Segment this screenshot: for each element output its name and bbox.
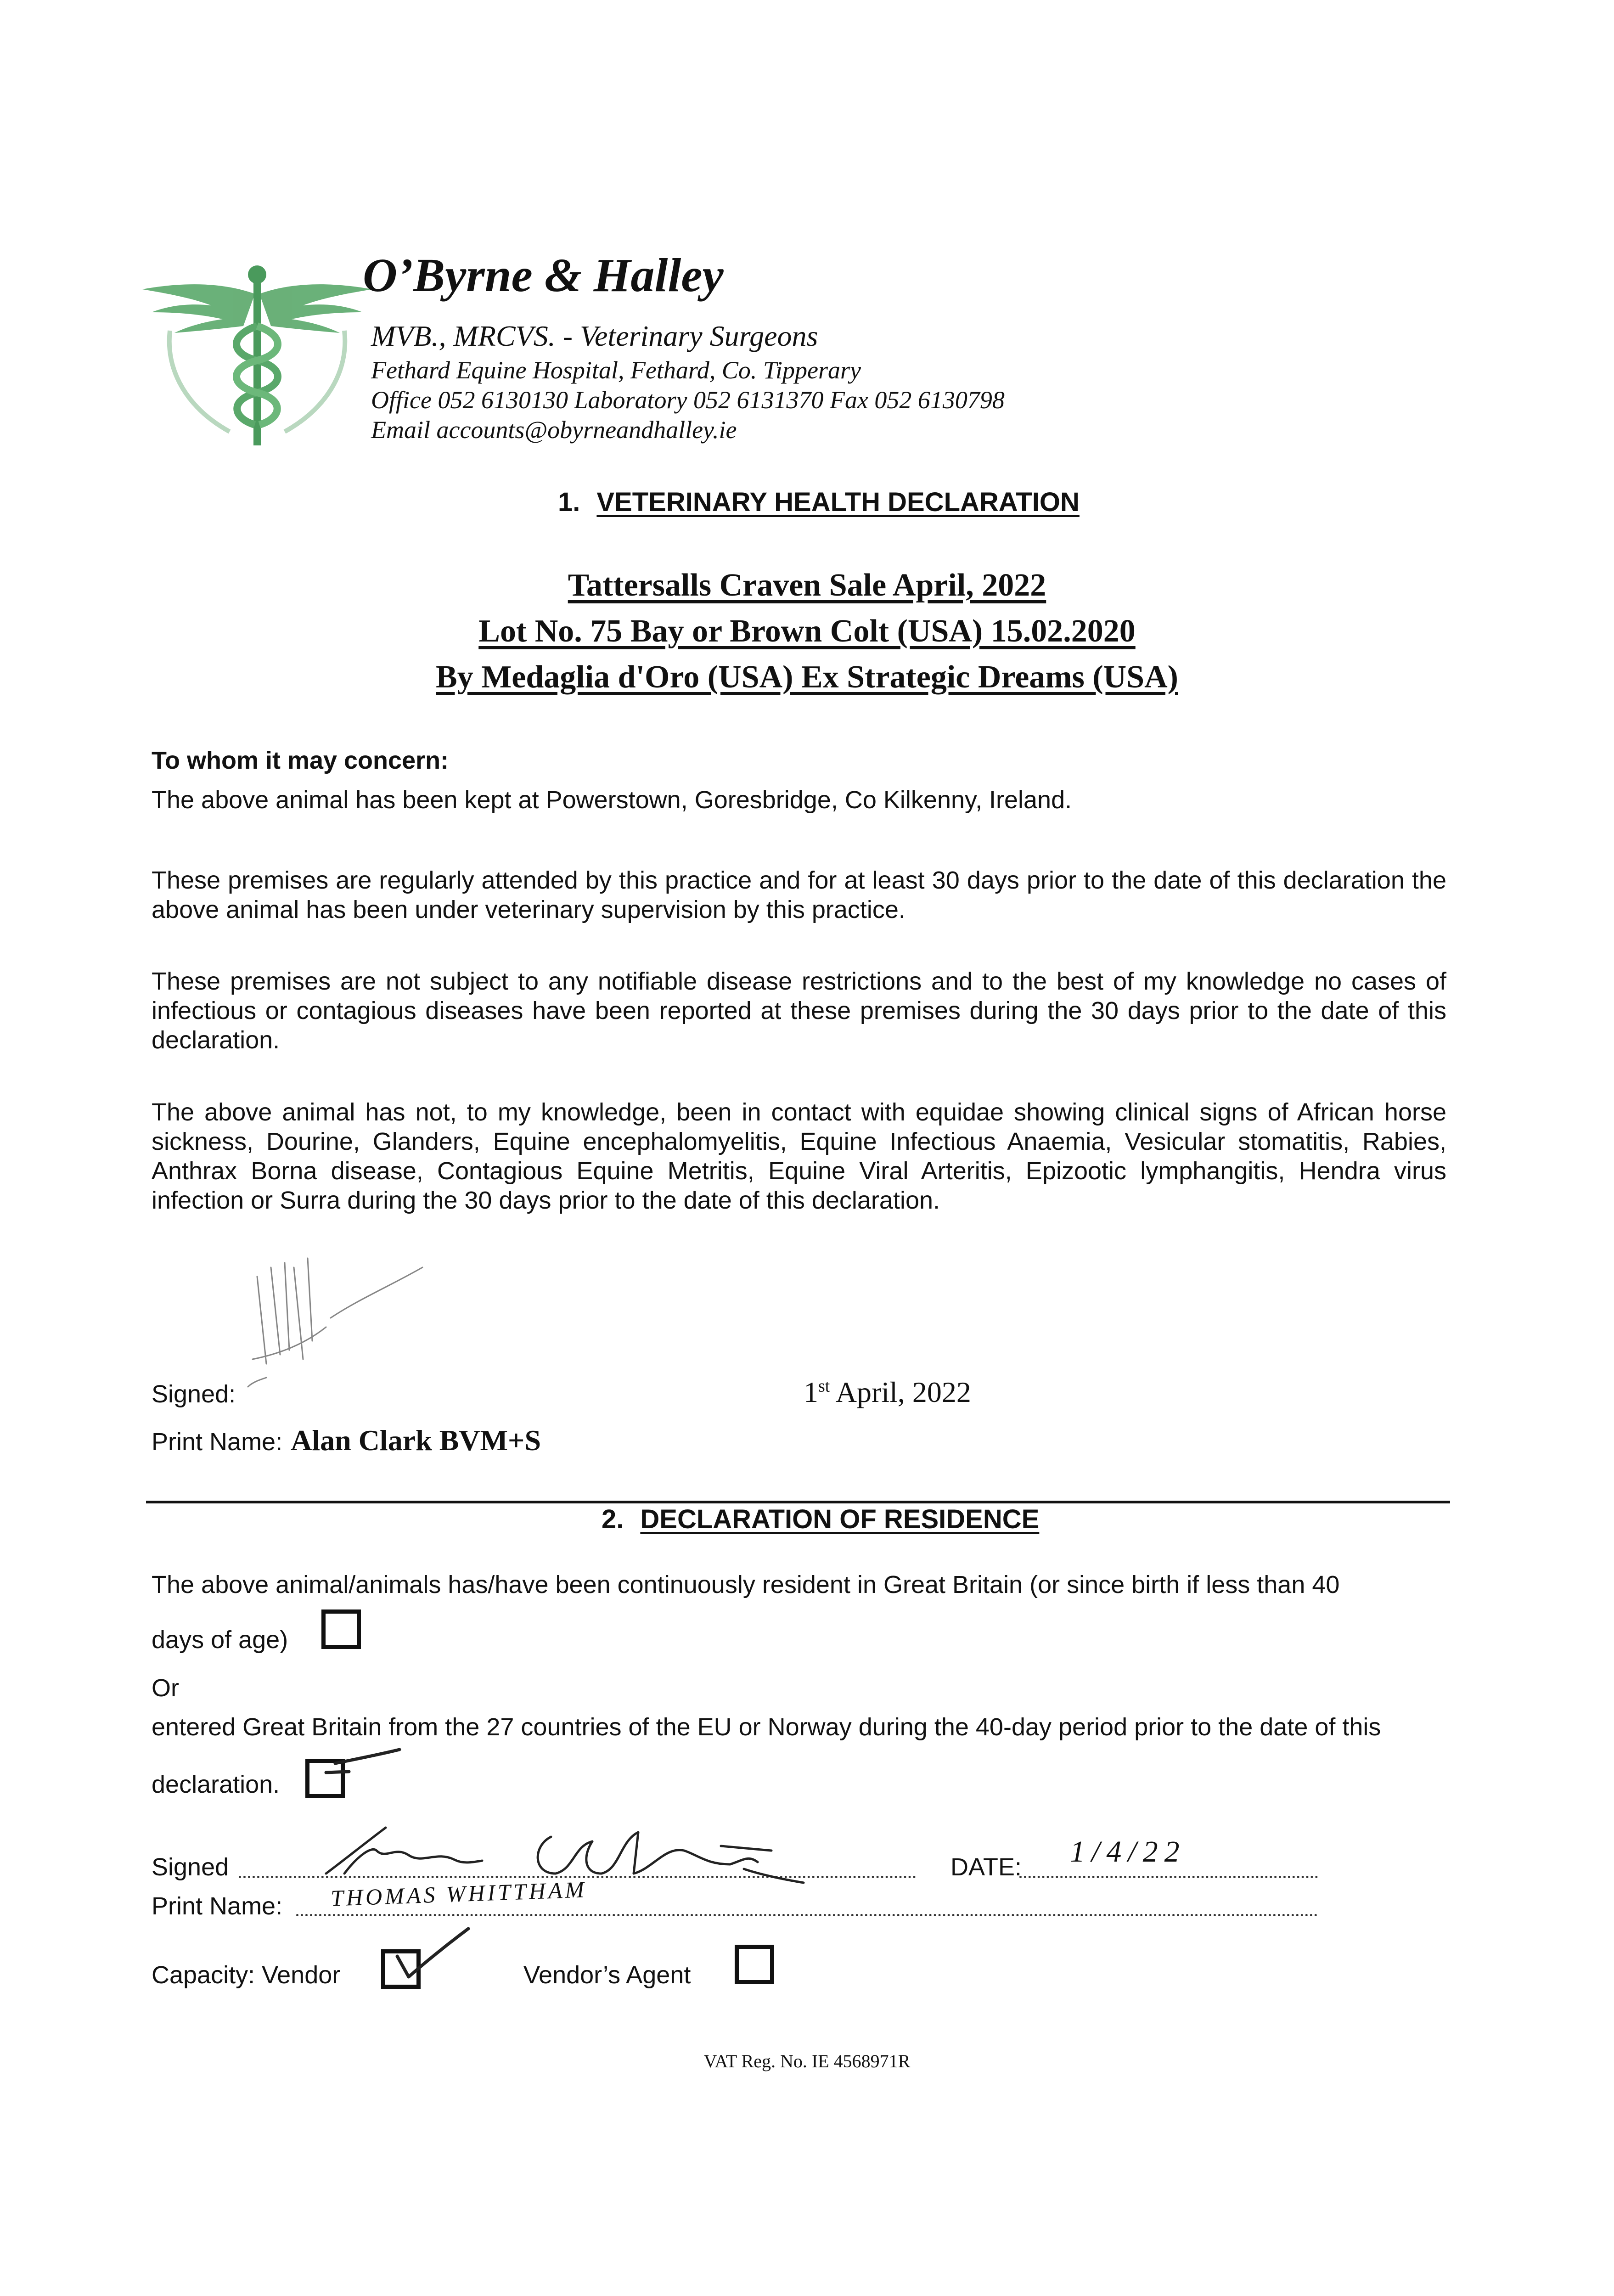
resident-checkbox[interactable] <box>321 1609 361 1649</box>
vendor-agent-checkbox[interactable] <box>735 1945 774 1984</box>
caduceus-logo-icon <box>138 257 377 450</box>
paragraph-no-contact: The above animal has not, to my knowledge, been in contact with equidae showing clinical signs of African horse sickness, Dourine, Glanders, Equine encephalomyelitis, Equine Infectious Anaemia, Vesicular stomatitis, Rabies, Anthrax Borna disease, Contagious Equine Metritis, Equine Viral Arteritis, Epizootic lymphangitis, Hendra virus infection or Surra during the 30 days prior to the date of this declaration. <box>152 1098 1446 1214</box>
section1-number: 1. <box>558 487 580 517</box>
date-month-year: April, 2022 <box>830 1376 971 1408</box>
section2-heading <box>602 1504 1039 1535</box>
print-name-value: Alan Clark BVM+S <box>291 1424 541 1457</box>
firm-phone-line: Office 052 6130130 Laboratory 052 6131370 Fax 052 6130798 <box>371 386 1005 414</box>
section2-title: DECLARATION OF RESIDENCE <box>640 1504 1040 1534</box>
or-label: Or <box>152 1674 179 1702</box>
entered-check-mark <box>321 1745 404 1795</box>
section1-title: VETERINARY HEALTH DECLARATION <box>596 487 1080 517</box>
vendor-signature-mark <box>317 1818 868 1887</box>
section2-date-label: DATE: <box>950 1853 1022 1881</box>
date-suffix: st <box>818 1376 830 1396</box>
section1-print-name <box>152 1424 541 1458</box>
sale-title: Tattersalls Craven Sale April, 2022 <box>568 568 1046 603</box>
pedigree-line: By Medaglia d'Oro (USA) Ex Strategic Dreams (USA) <box>436 659 1178 695</box>
print-name-dotted-line <box>296 1914 1318 1916</box>
firm-name: O’Byrne & Halley <box>363 249 724 302</box>
firm-qualifications: MVB., MRCVS. - Veterinary Surgeons <box>371 320 818 352</box>
entered-statement-line1: entered Great Britain from the 27 countries of the EU or Norway during the 40-day period prior to the date of this <box>152 1713 1381 1741</box>
vendor-agent-label: Vendor’s Agent <box>523 1961 691 1989</box>
date-day: 1 <box>804 1376 818 1408</box>
section2-date-value: 1/4/22 <box>1070 1835 1186 1868</box>
firm-address: Fethard Equine Hospital, Fethard, Co. Tipperary <box>371 356 861 384</box>
section2-signed-label: Signed <box>152 1853 229 1881</box>
lot-line: Lot No. 75 Bay or Brown Colt (USA) 15.02.2020 <box>478 613 1136 649</box>
entered-statement-line2: declaration. <box>152 1771 280 1798</box>
firm-email-line: Email accounts@obyrneandhalley.ie <box>371 416 737 444</box>
section2-number: 2. <box>602 1504 624 1534</box>
vat-registration: VAT Reg. No. IE 4568971R <box>703 2051 911 2071</box>
paragraph-no-restrictions: These premises are not subject to any notifiable disease restrictions and to the best of my knowledge no cases of infectious or contagious diseases have been reported at these premises during the 30 days prior to the date of this declaration. <box>152 968 1446 1054</box>
residence-statement-line1: The above animal/animals has/have been continuously resident in Great Britain (or since birth if less than 40 <box>152 1571 1340 1598</box>
section1-signed-label: Signed: <box>152 1380 236 1408</box>
section1-heading <box>558 487 1080 518</box>
vendor-check-mark <box>390 1924 473 1988</box>
section2-print-name-label: Print Name: <box>152 1892 283 1920</box>
section2-print-name-value: THOMAS WHITTHAM <box>330 1876 587 1911</box>
paragraph-premises-location: The above animal has been kept at Powerstown, Goresbridge, Co Kilkenny, Ireland. <box>152 786 1072 814</box>
section-divider <box>146 1501 1450 1503</box>
paragraph-supervision: These premises are regularly attended by this practice and for at least 30 days prior to the date of this declaration the above animal has been under veterinary supervision by this practice. <box>152 867 1446 923</box>
date-dotted-line <box>1019 1876 1318 1878</box>
residence-statement-line2: days of age) <box>152 1626 288 1654</box>
vet-signature-mark <box>239 1249 478 1401</box>
salutation: To whom it may concern: <box>152 747 449 774</box>
capacity-vendor-label: Capacity: Vendor <box>152 1961 341 1989</box>
section1-date <box>804 1375 971 1409</box>
print-name-label: Print Name: <box>152 1428 283 1456</box>
